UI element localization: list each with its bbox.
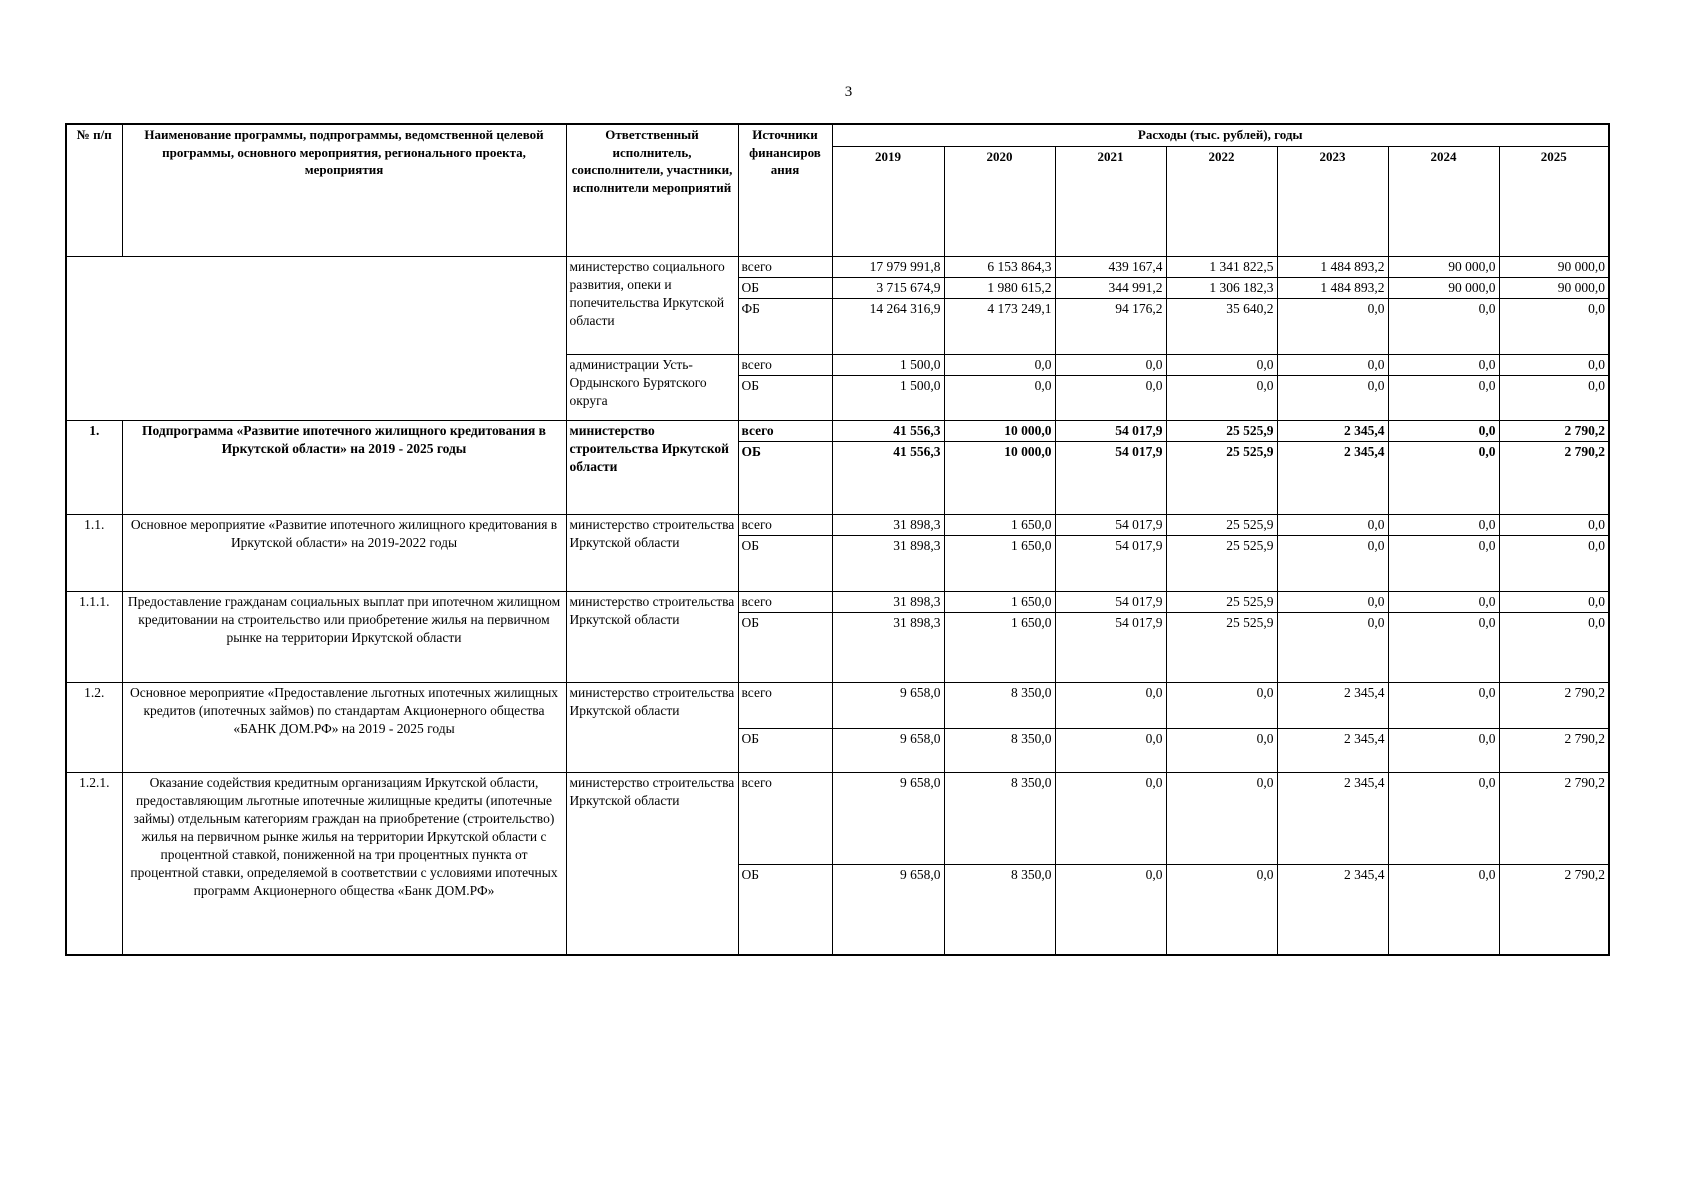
value-cell: 0,0	[1388, 772, 1499, 864]
table-row	[66, 514, 1609, 535]
value-cell: 0,0	[1277, 612, 1388, 682]
executor-cell: министерство строительства Иркутской области	[566, 420, 738, 514]
value-cell: 54 017,9	[1055, 591, 1166, 612]
source-cell: всего	[738, 591, 832, 612]
value-cell: 0,0	[1388, 591, 1499, 612]
value-cell: 2 345,4	[1277, 441, 1388, 514]
value-cell: 0,0	[1055, 682, 1166, 728]
value-cell: 0,0	[1388, 535, 1499, 591]
value-cell: 2 345,4	[1277, 864, 1388, 955]
value-cell: 0,0	[1055, 772, 1166, 864]
value-cell: 31 898,3	[832, 535, 944, 591]
source-cell: всего	[738, 682, 832, 728]
executor-cell: министерство строительства Иркутской области	[566, 591, 738, 682]
row-number-cell: 1.1.1.	[66, 591, 122, 682]
value-cell: 0,0	[1277, 514, 1388, 535]
value-cell: 2 790,2	[1499, 682, 1609, 728]
value-cell: 0,0	[944, 375, 1055, 420]
value-cell: 0,0	[1166, 682, 1277, 728]
value-cell: 0,0	[1388, 441, 1499, 514]
value-cell: 2 345,4	[1277, 772, 1388, 864]
value-cell: 0,0	[1388, 864, 1499, 955]
value-cell: 54 017,9	[1055, 441, 1166, 514]
value-cell: 2 790,2	[1499, 864, 1609, 955]
row-name-cell: Основное мероприятие «Предоставление льготных ипотечных жилищных кредитов (ипотечных займов) по стандартам Акционерного общества «БАНК ДОМ.РФ» на 2019 - 2025 годы	[122, 682, 566, 772]
source-cell: ОБ	[738, 612, 832, 682]
value-cell: 0,0	[1388, 514, 1499, 535]
value-cell: 2 345,4	[1277, 728, 1388, 772]
value-cell: 0,0	[1166, 375, 1277, 420]
value-cell: 35 640,2	[1166, 298, 1277, 354]
value-cell: 25 525,9	[1166, 535, 1277, 591]
value-cell: 2 790,2	[1499, 728, 1609, 772]
value-cell: 0,0	[1055, 728, 1166, 772]
value-cell: 31 898,3	[832, 591, 944, 612]
value-cell: 439 167,4	[1055, 256, 1166, 277]
executor-cell: министерство строительства Иркутской области	[566, 772, 738, 955]
value-cell: 2 345,4	[1277, 420, 1388, 441]
value-cell: 0,0	[1388, 728, 1499, 772]
value-cell: 0,0	[1499, 375, 1609, 420]
value-cell: 6 153 864,3	[944, 256, 1055, 277]
value-cell: 0,0	[1277, 375, 1388, 420]
value-cell: 0,0	[1388, 612, 1499, 682]
value-cell: 90 000,0	[1388, 256, 1499, 277]
value-cell: 25 525,9	[1166, 612, 1277, 682]
value-cell: 9 658,0	[832, 728, 944, 772]
value-cell: 0,0	[1388, 682, 1499, 728]
table-row	[66, 256, 1609, 277]
value-cell: 0,0	[1166, 864, 1277, 955]
value-cell: 0,0	[1499, 591, 1609, 612]
table-header	[66, 124, 1609, 256]
value-cell: 90 000,0	[1499, 256, 1609, 277]
value-cell: 25 525,9	[1166, 591, 1277, 612]
header-name: Наименование программы, подпрограммы, ведомственной целевой программы, основного мероприятия, регионального проекта, мероприятия	[122, 124, 566, 256]
source-cell: всего	[738, 354, 832, 375]
value-cell: 1 500,0	[832, 354, 944, 375]
source-cell: всего	[738, 772, 832, 864]
source-cell: ОБ	[738, 277, 832, 298]
header-year-2020: 2020	[944, 146, 1055, 256]
value-cell: 54 017,9	[1055, 514, 1166, 535]
value-cell: 0,0	[1055, 375, 1166, 420]
value-cell: 90 000,0	[1499, 277, 1609, 298]
header-year-2019: 2019	[832, 146, 944, 256]
value-cell: 1 650,0	[944, 535, 1055, 591]
value-cell: 1 650,0	[944, 514, 1055, 535]
value-cell: 10 000,0	[944, 441, 1055, 514]
value-cell: 0,0	[1388, 375, 1499, 420]
value-cell: 0,0	[1499, 535, 1609, 591]
value-cell: 1 306 182,3	[1166, 277, 1277, 298]
header-expenses: Расходы (тыс. рублей), годы	[832, 124, 1609, 146]
header-year-2023: 2023	[1277, 146, 1388, 256]
source-cell: всего	[738, 514, 832, 535]
source-cell: всего	[738, 420, 832, 441]
row-number-cell: 1.2.1.	[66, 772, 122, 955]
page-number: 3	[844, 84, 853, 100]
value-cell: 2 790,2	[1499, 441, 1609, 514]
table-row	[66, 772, 1609, 864]
header-year-2025: 2025	[1499, 146, 1609, 256]
value-cell: 8 350,0	[944, 864, 1055, 955]
row-name-cell: Подпрограмма «Развитие ипотечного жилищного кредитования в Иркутской области» на 2019 - 2025 годы	[122, 420, 566, 514]
value-cell: 25 525,9	[1166, 420, 1277, 441]
value-cell: 2 345,4	[1277, 682, 1388, 728]
value-cell: 0,0	[1499, 514, 1609, 535]
row-number-cell: 1.	[66, 420, 122, 514]
value-cell: 1 650,0	[944, 612, 1055, 682]
value-cell: 54 017,9	[1055, 612, 1166, 682]
budget-table	[65, 123, 1610, 956]
source-cell: всего	[738, 256, 832, 277]
source-cell: ОБ	[738, 375, 832, 420]
source-cell: ОБ	[738, 441, 832, 514]
value-cell: 0,0	[1499, 354, 1609, 375]
value-cell: 2 790,2	[1499, 772, 1609, 864]
header-year-2022: 2022	[1166, 146, 1277, 256]
value-cell: 4 173 249,1	[944, 298, 1055, 354]
value-cell: 0,0	[1166, 354, 1277, 375]
value-cell: 31 898,3	[832, 514, 944, 535]
value-cell: 90 000,0	[1388, 277, 1499, 298]
row-number-cell: 1.2.	[66, 682, 122, 772]
source-cell: ФБ	[738, 298, 832, 354]
value-cell: 10 000,0	[944, 420, 1055, 441]
value-cell: 41 556,3	[832, 420, 944, 441]
value-cell: 94 176,2	[1055, 298, 1166, 354]
value-cell: 1 500,0	[832, 375, 944, 420]
value-cell: 41 556,3	[832, 441, 944, 514]
table-body	[66, 256, 1609, 955]
value-cell: 17 979 991,8	[832, 256, 944, 277]
value-cell: 14 264 316,9	[832, 298, 944, 354]
row-name-cell: Предоставление гражданам социальных выплат при ипотечном жилищном кредитовании на строительство или приобретение жилья на первичном рынке на территории Иркутской области	[122, 591, 566, 682]
value-cell: 54 017,9	[1055, 535, 1166, 591]
value-cell: 0,0	[1277, 535, 1388, 591]
value-cell: 9 658,0	[832, 864, 944, 955]
source-cell: ОБ	[738, 535, 832, 591]
header-year-2021: 2021	[1055, 146, 1166, 256]
value-cell: 344 991,2	[1055, 277, 1166, 298]
table-row	[66, 682, 1609, 728]
header-number: № п/п	[66, 124, 122, 256]
value-cell: 8 350,0	[944, 682, 1055, 728]
value-cell: 1 650,0	[944, 591, 1055, 612]
value-cell: 0,0	[1388, 354, 1499, 375]
row-name-cell: Оказание содействия кредитным организациям Иркутской области, предоставляющим льготные ипотечные жилищные кредиты (ипотечные займы) отдельным категориям граждан на приобретение (строительство) жилья на первичном рынке жилья на территории Иркутской области с процентной ставкой, пониженной на три процентных пункта от процентной ставки, определяемой в соответствии с условиями ипотечных программ Акционерного общества «Банк ДОМ.РФ»	[122, 772, 566, 955]
executor-cell: администрации Усть-Ордынского Бурятского округа	[566, 354, 738, 420]
source-cell: ОБ	[738, 864, 832, 955]
value-cell: 0,0	[1277, 354, 1388, 375]
value-cell: 0,0	[1277, 591, 1388, 612]
table-row	[66, 420, 1609, 441]
value-cell: 8 350,0	[944, 728, 1055, 772]
value-cell: 3 715 674,9	[832, 277, 944, 298]
value-cell: 25 525,9	[1166, 441, 1277, 514]
value-cell: 2 790,2	[1499, 420, 1609, 441]
executor-cell: министерство строительства Иркутской области	[566, 682, 738, 772]
value-cell: 0,0	[1388, 298, 1499, 354]
value-cell: 0,0	[944, 354, 1055, 375]
value-cell: 1 484 893,2	[1277, 277, 1388, 298]
value-cell: 0,0	[1166, 728, 1277, 772]
header-executor: Ответственный исполнитель, соисполнители, участники, исполнители мероприятий	[566, 124, 738, 256]
value-cell: 0,0	[1055, 864, 1166, 955]
value-cell: 0,0	[1055, 354, 1166, 375]
value-cell: 1 341 822,5	[1166, 256, 1277, 277]
value-cell: 0,0	[1166, 772, 1277, 864]
header-year-2024: 2024	[1388, 146, 1499, 256]
table-row	[66, 591, 1609, 612]
header-source: Источники финансиров ания	[738, 124, 832, 256]
executor-cell: министерство строительства Иркутской области	[566, 514, 738, 591]
value-cell: 0,0	[1499, 298, 1609, 354]
executor-cell: министерство социального развития, опеки и попечительства Иркутской области	[566, 256, 738, 354]
value-cell: 54 017,9	[1055, 420, 1166, 441]
value-cell: 0,0	[1388, 420, 1499, 441]
value-cell: 25 525,9	[1166, 514, 1277, 535]
value-cell: 1 484 893,2	[1277, 256, 1388, 277]
row-name-cell: Основное мероприятие «Развитие ипотечного жилищного кредитования в Иркутской области» на 2019-2022 годы	[122, 514, 566, 591]
value-cell: 9 658,0	[832, 772, 944, 864]
value-cell: 9 658,0	[832, 682, 944, 728]
value-cell: 1 980 615,2	[944, 277, 1055, 298]
value-cell: 31 898,3	[832, 612, 944, 682]
value-cell: 0,0	[1499, 612, 1609, 682]
source-cell: ОБ	[738, 728, 832, 772]
value-cell: 0,0	[1277, 298, 1388, 354]
row-name-cell	[66, 256, 566, 420]
row-number-cell: 1.1.	[66, 514, 122, 591]
value-cell: 8 350,0	[944, 772, 1055, 864]
